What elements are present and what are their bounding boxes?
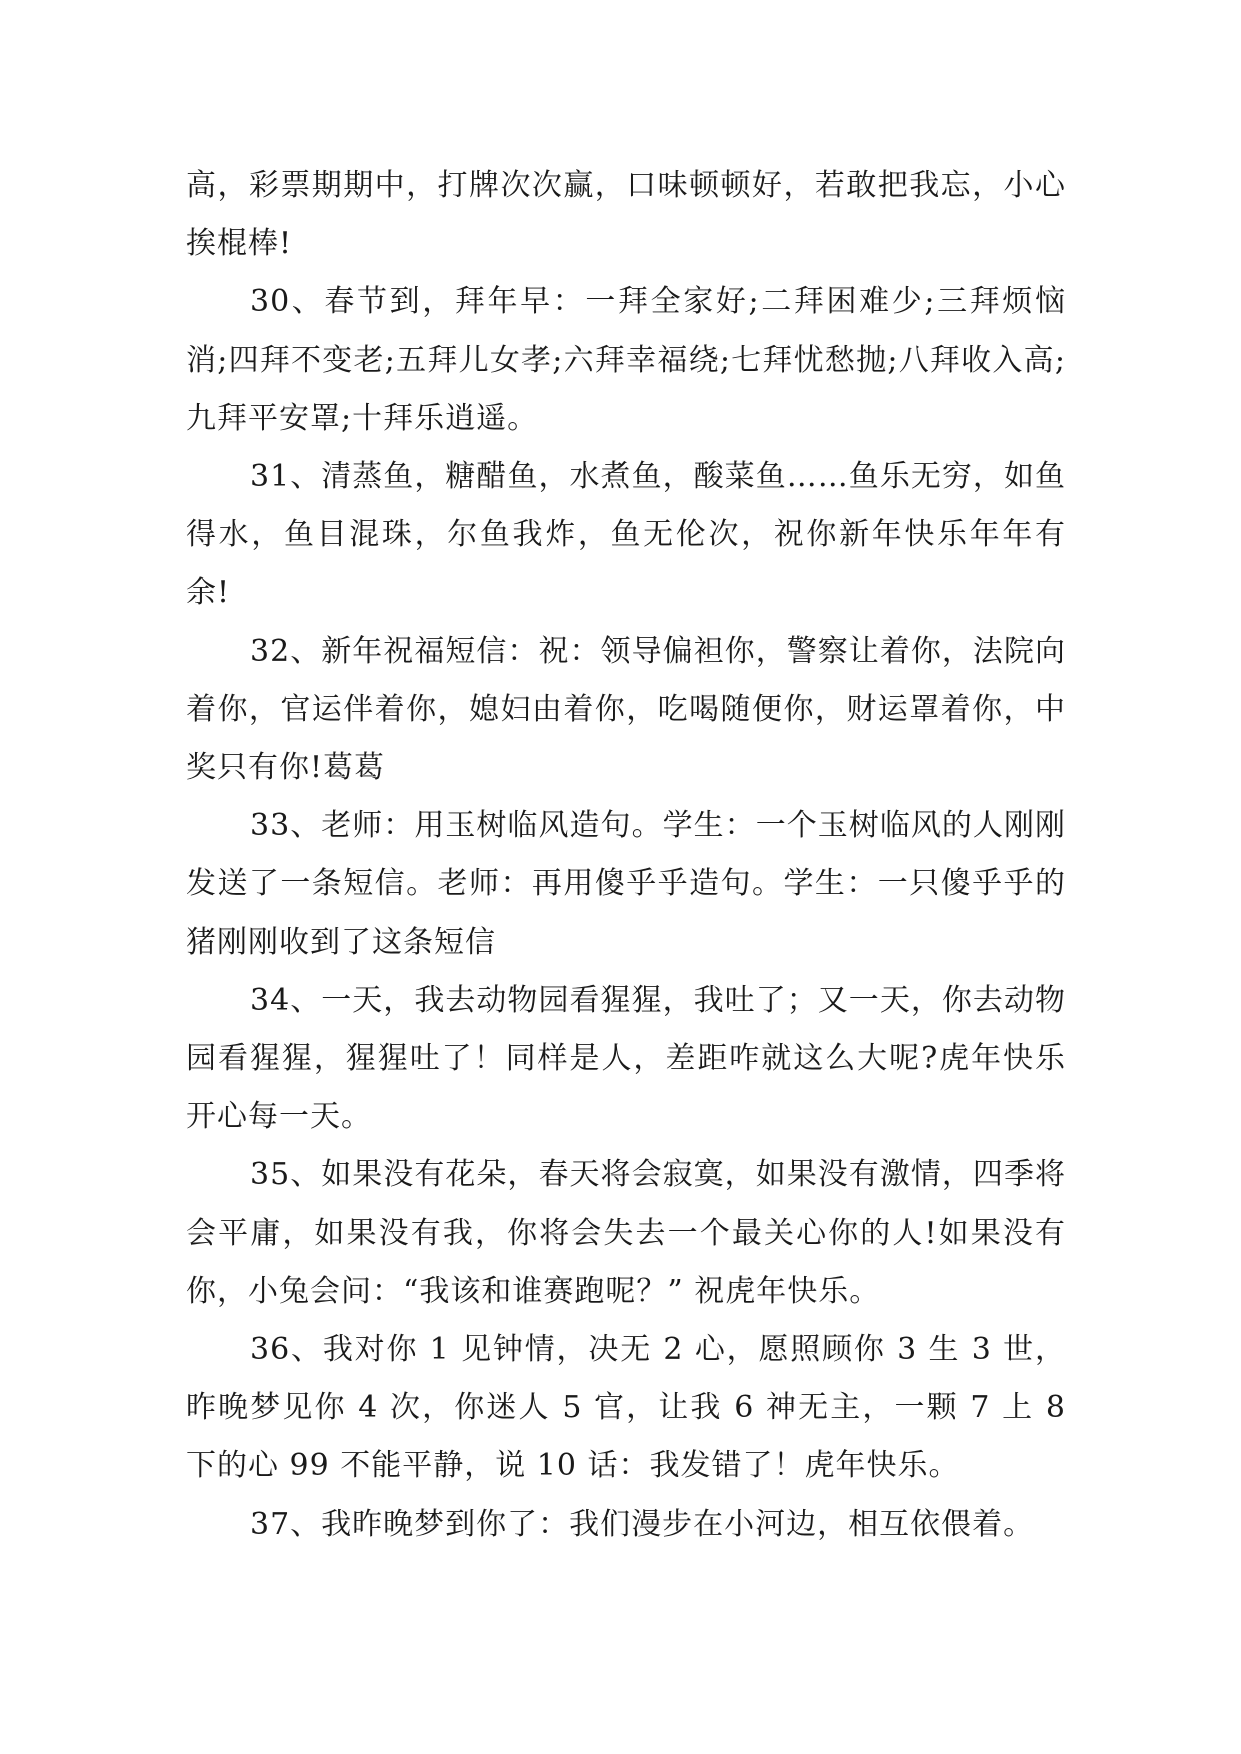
paragraph-33: 33、老师：用玉树临风造句。学生：一个玉树临风的人刚刚发送了一条短信。老师：再用傻乎乎造句。学生：一只傻乎乎的猪刚刚收到了这条短信 bbox=[186, 808, 1066, 960]
paragraph-37: 37、我昨晚梦到你了：我们漫步在小河边，相互依偎着。 bbox=[250, 1506, 1035, 1542]
paragraph-32: 32、新年祝福短信：祝：领导偏袒你，警察让着你，法院向着你，官运伴着你，媳妇由着你，吃喝随便你，财运罩着你，中奖只有你!葛葛 bbox=[186, 633, 1066, 786]
paragraph-31: 31、清蒸鱼，糖醋鱼，水煮鱼，酸菜鱼……鱼乐无穷，如鱼得水，鱼目混珠，尔鱼我炸，鱼无伦次，祝你新年快乐年年有余! bbox=[186, 459, 1066, 611]
paragraph-36: 36、我对你 1 见钟情，决无 2 心，愿照顾你 3 生 3 世，昨晚梦见你 4 次，你迷人 5 官，让我 6 神无主，一颗 7 上 8 下的心 99 不能平静，说 10 话：我发错了！虎年快乐。 bbox=[186, 1332, 1066, 1484]
paragraph-34: 34、一天，我去动物园看猩猩，我吐了；又一天，你去动物园看猩猩，猩猩吐了！同样是人，差距咋就这么大呢?虎年快乐开心每一天。 bbox=[186, 982, 1066, 1135]
paragraph-35: 35、如果没有花朵，春天将会寂寞，如果没有激情，四季将会平庸，如果没有我，你将会失去一个最关心你的人!如果没有你，小兔会问：“我该和谁赛跑呢？” 祝虎年快乐。 bbox=[186, 1157, 1066, 1309]
paragraph-30: 30、春节到，拜年早：一拜全家好;二拜困难少;三拜烦恼消;四拜不变老;五拜儿女孝;六拜幸福绕;七拜忧愁抛;八拜收入高;九拜平安罩;十拜乐逍遥。 bbox=[186, 284, 1066, 436]
document-body bbox=[186, 157, 1066, 1554]
paragraph-29-continued: 高，彩票期期中，打牌次次赢，口味顿顿好，若敢把我忘，小心挨棍棒! bbox=[186, 168, 1066, 262]
